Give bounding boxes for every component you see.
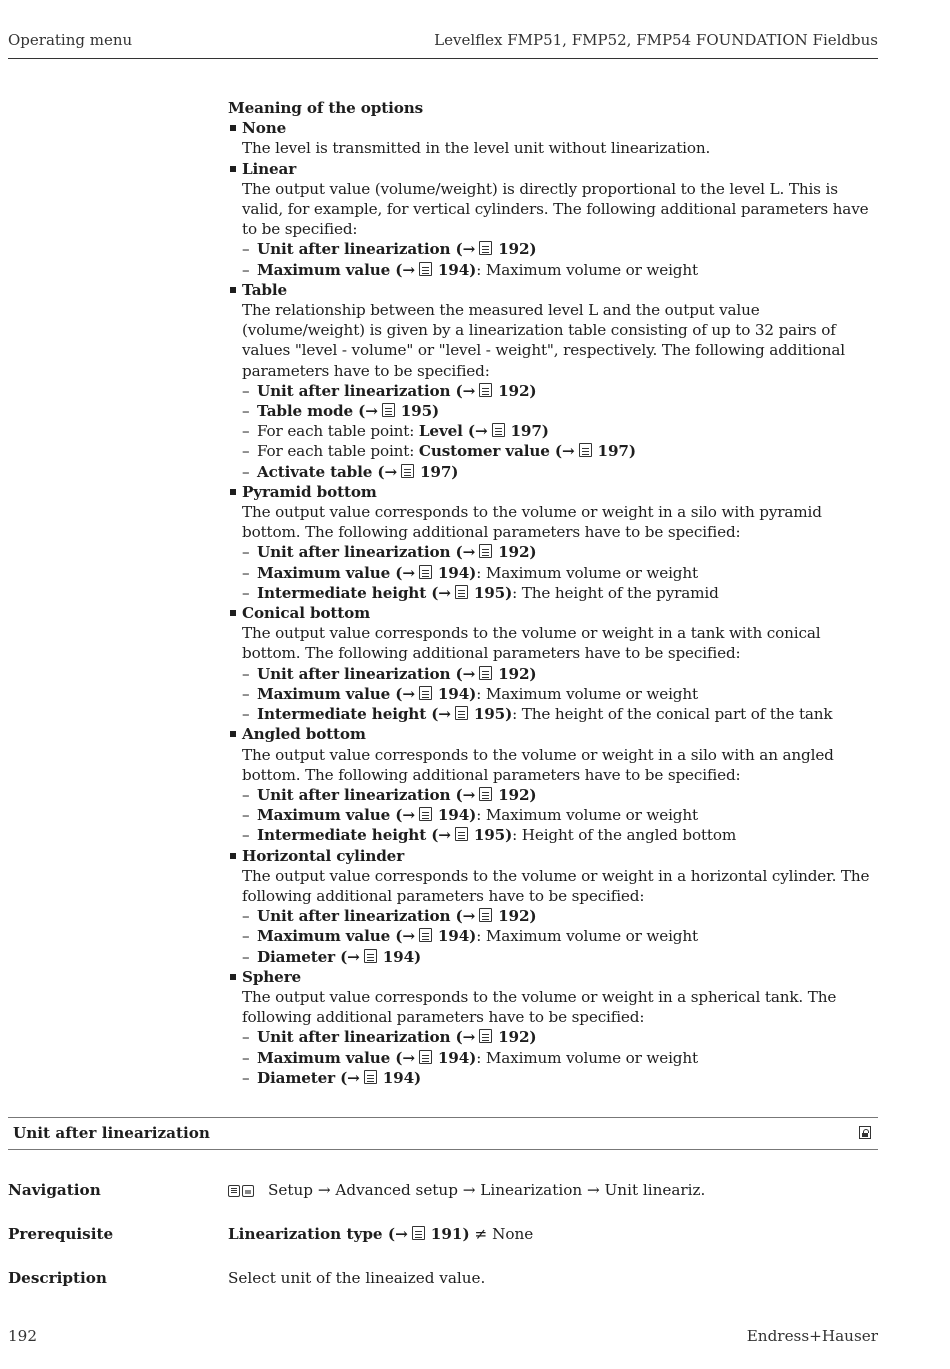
prerequisite-condition: ≠ None (469, 1225, 534, 1243)
option-description: The output value (volume/weight) is directly proportional to the level L. This is valid, for example, for vertical cylinders. The following additional parameters have to be specified: (242, 179, 869, 239)
page-ref-icon (455, 706, 468, 720)
dash-marker: – (242, 664, 250, 683)
parameter-name[interactable]: Unit after linearization (257, 1028, 451, 1047)
dash-marker: – (242, 785, 250, 804)
header-section-title: Operating menu (8, 31, 133, 49)
page-reference[interactable]: 194 (437, 684, 470, 703)
parameter-title: Unit after linearization (13, 1124, 210, 1142)
parameter-name[interactable]: Intermediate height (257, 826, 427, 845)
page-reference[interactable]: 194 (382, 1068, 415, 1087)
page-ref-icon (455, 585, 468, 599)
bullet-icon (230, 731, 236, 737)
page-ref-icon (419, 1050, 432, 1064)
parameter-name[interactable]: Intermediate height (257, 705, 427, 724)
page-ref-icon (419, 807, 432, 821)
parameter-reference (242, 542, 880, 562)
parameter-reference (242, 260, 880, 280)
arrow-icon: (→ (450, 907, 476, 926)
page-ref-icon (401, 464, 414, 478)
parameter-name[interactable]: Diameter (257, 947, 335, 966)
option-item (228, 603, 880, 724)
bullet-icon (230, 489, 236, 495)
arrow-icon: (→ (549, 442, 575, 461)
parameter-name[interactable]: Unit after linearization (257, 664, 451, 683)
page-ref-icon (419, 928, 432, 942)
page-reference[interactable]: 192 (498, 240, 530, 259)
lock-icon (859, 1126, 871, 1139)
close-paren: ) (414, 947, 422, 966)
dash-marker: – (242, 1028, 250, 1047)
page-header (8, 30, 878, 59)
bullet-icon (230, 287, 236, 293)
option-item (228, 967, 880, 1088)
page-number: 192 (8, 1327, 37, 1345)
dash-marker: – (242, 1068, 250, 1087)
parameter-name[interactable]: Intermediate height (257, 583, 427, 602)
page-ref-icon (364, 949, 377, 963)
option-description: The output value corresponds to the volume or weight in a tank with conical bottom. The following additional parameters have to be specified: (242, 624, 821, 663)
close-paren: ) (529, 381, 537, 400)
page-reference[interactable]: 192 (498, 543, 530, 562)
option-name: Angled bottom (242, 725, 366, 744)
header-document-title: Levelflex FMP51, FMP52, FMP54 FOUNDATION Fieldbus (434, 31, 878, 49)
dash-marker: – (242, 907, 250, 926)
parameter-reference (242, 381, 880, 401)
dash-marker: – (242, 260, 250, 279)
arrow-icon: (→ (390, 563, 415, 582)
dash-marker: – (242, 705, 250, 724)
parameter-reference (242, 1027, 880, 1047)
page-reference[interactable]: 194 (437, 1048, 470, 1067)
parameter-reference (242, 906, 880, 926)
parameter-reference (242, 684, 880, 704)
close-paren: ) (469, 1048, 477, 1067)
option-item (228, 846, 880, 967)
dash-marker: – (242, 563, 250, 582)
dash-marker: – (242, 422, 250, 441)
page-ref-icon (419, 565, 432, 579)
close-paren: ) (469, 927, 477, 946)
close-paren: ) (529, 1028, 537, 1047)
page-reference[interactable]: 192 (498, 785, 530, 804)
navigation-value (228, 1181, 705, 1201)
option-name: None (242, 119, 287, 138)
option-name: Horizontal cylinder (242, 846, 405, 865)
page-ref-icon (455, 827, 468, 841)
bullet-icon (230, 853, 236, 859)
page-reference[interactable]: 192 (498, 907, 530, 926)
close-paren: ) (469, 260, 477, 279)
parameter-reference (242, 825, 880, 845)
parameter-reference (242, 805, 880, 825)
parameter-reference (242, 421, 880, 441)
dash-marker: – (242, 947, 250, 966)
page-ref-icon (419, 262, 432, 276)
page-reference[interactable]: 192 (498, 381, 530, 400)
parameter-reference (242, 704, 880, 724)
parameter-name[interactable]: Maximum value (257, 806, 391, 825)
bullet-icon (230, 125, 236, 131)
arrow-icon: (→ (390, 806, 415, 825)
page-ref-icon (579, 443, 592, 457)
navigation-label: Navigation (8, 1181, 101, 1199)
parameter-reference (242, 1048, 880, 1068)
page-ref-icon (479, 241, 492, 255)
parameter-reference (242, 785, 880, 805)
page-ref-icon (479, 544, 492, 558)
parameter-name[interactable]: Unit after linearization (257, 240, 451, 259)
arrow-icon: (→ (390, 927, 415, 946)
parameter-note: : The height of the conical part of the tank (512, 705, 833, 724)
arrow-icon: (→ (372, 462, 398, 481)
close-paren: ) (541, 422, 549, 441)
parameter-prefix: For each table point: (257, 422, 419, 441)
parameter-name[interactable]: Maximum value (257, 260, 391, 279)
option-name: Pyramid bottom (242, 482, 377, 501)
parameter-name[interactable]: Activate table (257, 462, 373, 481)
parameter-name[interactable]: Maximum value (257, 927, 391, 946)
close-paren: ) (505, 705, 513, 724)
parameter-name[interactable]: Maximum value (257, 563, 391, 582)
arrow-icon: (→ (426, 826, 451, 845)
page-ref-icon (492, 423, 505, 437)
parameter-reference (242, 583, 880, 603)
option-item (228, 482, 880, 603)
description-label: Description (8, 1269, 107, 1287)
parameter-note: : Maximum volume or weight (476, 260, 698, 279)
close-paren: ) (469, 563, 477, 582)
arrow-icon: (→ (390, 260, 415, 279)
page-ref-icon (479, 666, 492, 680)
page-reference[interactable]: 197 (510, 422, 542, 441)
page-reference[interactable]: 194 (437, 806, 470, 825)
page-ref-icon (382, 403, 395, 417)
dash-marker: – (242, 240, 250, 259)
arrow-icon: (→ (390, 684, 415, 703)
option-name: Table (242, 280, 287, 299)
arrow-icon: (→ (353, 402, 378, 421)
option-item (228, 724, 880, 845)
option-item (228, 159, 880, 280)
page-reference[interactable]: 194 (437, 927, 470, 946)
bullet-icon (230, 610, 236, 616)
page-ref-icon (479, 908, 492, 922)
parameter-note: : Maximum volume or weight (476, 927, 698, 946)
parameter-reference (242, 441, 880, 461)
close-paren: ) (628, 442, 636, 461)
parameter-reference (242, 462, 880, 482)
arrow-icon: (→ (450, 664, 476, 683)
close-paren: ) (505, 583, 513, 602)
parameter-name[interactable]: Unit after linearization (257, 907, 451, 926)
close-paren: ) (529, 785, 537, 804)
options-title: Meaning of the options (228, 99, 423, 117)
option-description: The level is transmitted in the level unit without linearization. (242, 139, 711, 158)
bullet-icon (230, 974, 236, 980)
arrow-icon: (→ (450, 785, 476, 804)
close-paren: ) (505, 826, 513, 845)
page-reference[interactable]: 194 (437, 260, 470, 279)
arrow-icon: (→ (450, 543, 476, 562)
arrow-icon: (→ (335, 947, 360, 966)
close-paren: ) (432, 402, 440, 421)
close-paren: ) (529, 240, 537, 259)
bullet-icon (230, 166, 236, 172)
option-name: Sphere (242, 967, 302, 986)
options-list (228, 118, 880, 1088)
parameter-reference (242, 239, 880, 259)
page-ref-icon (419, 686, 432, 700)
parameter-note: : The height of the pyramid (512, 583, 719, 602)
page-reference[interactable]: 197 (420, 462, 452, 481)
arrow-icon: (→ (450, 1028, 476, 1047)
page-ref-icon (364, 1070, 377, 1084)
parameter-prefix: For each table point: (257, 442, 419, 461)
parameter-section-header (8, 1117, 878, 1150)
parameter-note: : Maximum volume or weight (476, 684, 698, 703)
parameter-name[interactable]: Maximum value (257, 684, 391, 703)
footer-brand: Endress+Hauser (746, 1327, 878, 1345)
page-reference[interactable]: 192 (498, 664, 530, 683)
arrow-icon: (→ (335, 1068, 360, 1087)
page-ref-icon (479, 1029, 492, 1043)
parameter-reference (242, 664, 880, 684)
parameter-reference (242, 1068, 880, 1088)
prerequisite-param: Linearization type (→ (228, 1225, 408, 1243)
option-name: Conical bottom (242, 604, 371, 623)
arrow-icon: (→ (462, 422, 488, 441)
dash-marker: – (242, 381, 250, 400)
prerequisite-label: Prerequisite (8, 1225, 114, 1243)
option-item (228, 118, 880, 158)
option-item (228, 280, 880, 482)
options-block (228, 98, 880, 1088)
option-description: The relationship between the measured level L and the output value (volume/weight) is given by a linearization table consisting of up to 32 pairs of values "level - volume" or "level - weight", respectively. The following additional parameters have to be specified: (242, 301, 845, 380)
navigation-path: Setup → Advanced setup → Linearization → Unit lineariz. (268, 1181, 706, 1199)
option-name: Linear (242, 159, 297, 178)
page-ref-icon (479, 383, 492, 397)
page-reference[interactable]: 194 (382, 947, 415, 966)
parameter-name[interactable]: Unit after linearization (257, 381, 451, 400)
dash-marker: – (242, 442, 250, 461)
parameter-name[interactable]: Level (418, 422, 463, 441)
arrow-icon: (→ (450, 381, 476, 400)
page-reference[interactable]: 195 (473, 583, 506, 602)
page-reference[interactable]: 195 (400, 402, 433, 421)
page-reference[interactable]: 195 (473, 705, 506, 724)
close-paren: ) (451, 462, 459, 481)
close-paren: ) (469, 684, 477, 703)
prerequisite-value (228, 1225, 533, 1243)
parameter-note: : Maximum volume or weight (476, 806, 698, 825)
parameter-name[interactable]: Unit after linearization (257, 543, 451, 562)
dash-marker: – (242, 927, 250, 946)
prerequisite-page: 191) (430, 1225, 470, 1243)
page-reference[interactable]: 195 (473, 826, 506, 845)
parameter-reference (242, 947, 880, 967)
dash-marker: – (242, 1048, 250, 1067)
page-reference[interactable]: 197 (597, 442, 629, 461)
close-paren: ) (529, 907, 537, 926)
nav-keys-icon (228, 1183, 256, 1201)
arrow-icon: (→ (426, 705, 451, 724)
option-description: The output value corresponds to the volume or weight in a silo with an angled bottom. The following additional parameters have to be specified: (242, 745, 834, 784)
parameter-note: : Maximum volume or weight (476, 1048, 698, 1067)
parameter-note: : Maximum volume or weight (476, 563, 698, 582)
arrow-icon: (→ (390, 1048, 415, 1067)
page-ref-icon (479, 787, 492, 801)
parameter-note: : Height of the angled bottom (512, 826, 737, 845)
dash-marker: – (242, 806, 250, 825)
parameter-name[interactable]: Diameter (257, 1068, 335, 1087)
page-reference[interactable]: 194 (437, 563, 470, 582)
close-paren: ) (414, 1068, 422, 1087)
close-paren: ) (529, 543, 537, 562)
arrow-icon: (→ (450, 240, 476, 259)
dash-marker: – (242, 462, 250, 481)
parameter-reference (242, 563, 880, 583)
dash-marker: – (242, 543, 250, 562)
parameter-name[interactable]: Unit after linearization (257, 785, 451, 804)
description-text: Select unit of the lineaized value. (228, 1269, 486, 1287)
option-description: The output value corresponds to the volume or weight in a horizontal cylinder. The following additional parameters have to be specified: (242, 866, 870, 905)
dash-marker: – (242, 402, 250, 421)
page-reference[interactable]: 192 (498, 1028, 530, 1047)
page-ref-icon (412, 1226, 425, 1240)
parameter-reference (242, 401, 880, 421)
close-paren: ) (529, 664, 537, 683)
option-description: The output value corresponds to the volume or weight in a spherical tank. The following additional parameters have to be specified: (242, 987, 837, 1027)
parameter-reference (242, 926, 880, 946)
arrow-icon: (→ (426, 583, 451, 602)
option-description: The output value corresponds to the volume or weight in a silo with pyramid bottom. The following additional parameters have to be specified: (242, 503, 822, 542)
dash-marker: – (242, 583, 250, 602)
dash-marker: – (242, 684, 250, 703)
parameter-name[interactable]: Customer value (418, 442, 550, 461)
dash-marker: – (242, 826, 250, 845)
parameter-name[interactable]: Table mode (257, 402, 354, 421)
close-paren: ) (469, 806, 477, 825)
parameter-name[interactable]: Maximum value (257, 1048, 391, 1067)
